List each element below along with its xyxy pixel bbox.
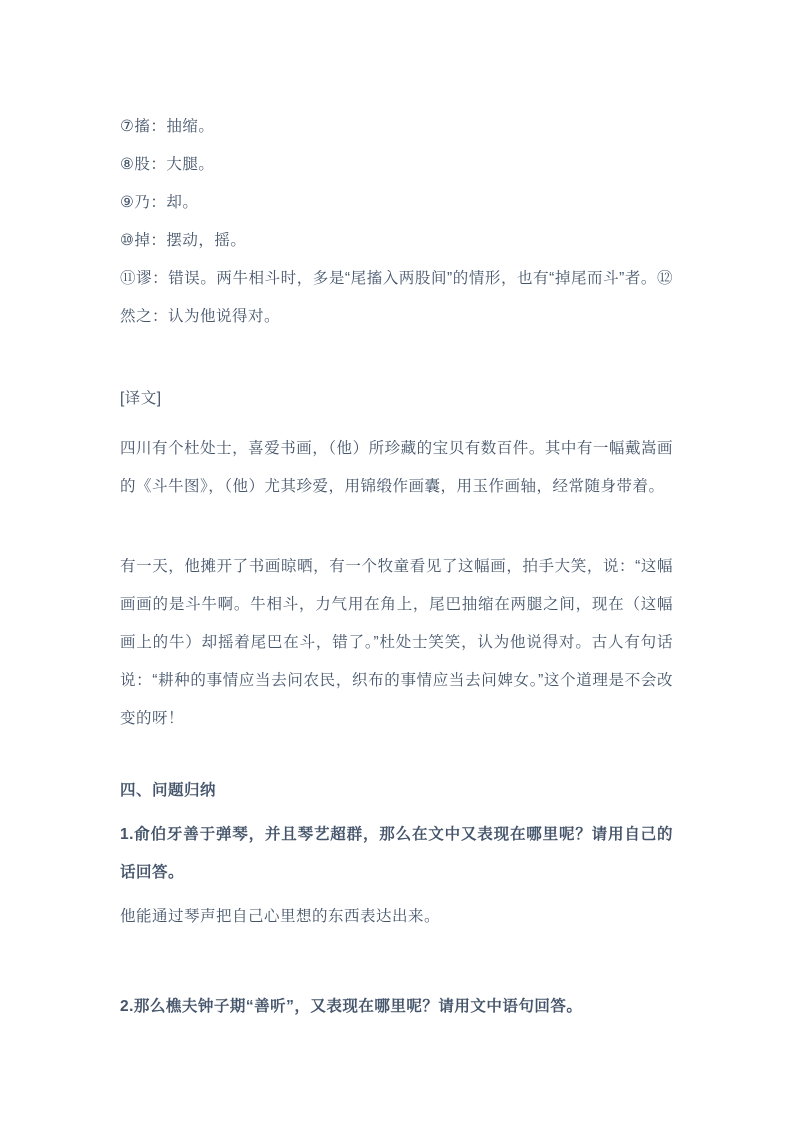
section-heading-questions: 四、问题归纳 bbox=[120, 782, 217, 799]
answer-1: 他能通过琴声把自己心里想的东西表达出来。 bbox=[120, 908, 441, 925]
annotation-note-8: ⑧股：大腿。 bbox=[120, 156, 215, 173]
annotation-note-11-12: ⑪谬：错误。两牛相斗时，多是“尾搐入两股间”的情形，也有“掉尾而斗”者。⑫然之：认为他说得对。 bbox=[120, 270, 673, 325]
annotation-note-10: ⑩掉：摆动，摇。 bbox=[120, 232, 247, 249]
translation-paragraph-2: 有一天，他摊开了书画晾晒，有一个牧童看见了这幅画，拍手大笑，说：“这幅画画的是斗牛啊。牛相斗，力气用在角上，尾巴抽缩在两腿之间，现在（这幅画上的牛）却摇着尾巴在斗，错了。”杜处士笑笑，认为他说得对。古人有句话说：“耕种的事情应当去问农民，织布的事情应当去问婢女。”这个道理是不会改变的呀！ bbox=[120, 558, 673, 727]
question-2: 2.那么樵夫钟子期“善听”，又表现在哪里呢？请用文中语句回答。 bbox=[120, 998, 583, 1015]
translation-paragraph-1: 四川有个杜处士，喜爱书画，（他）所珍藏的宝贝有数百件。其中有一幅戴嵩画的《斗牛图》，（他）尤其珍爱，用锦缎作画囊，用玉作画轴，经常随身带着。 bbox=[120, 440, 673, 495]
annotation-note-7: ⑦搐：抽缩。 bbox=[120, 118, 215, 135]
annotation-note-9: ⑨乃：却。 bbox=[120, 194, 199, 211]
question-1: 1.俞伯牙善于弹琴，并且琴艺超群，那么在文中又表现在哪里呢？请用自己的话回答。 bbox=[120, 826, 673, 881]
translation-label: [译文] bbox=[120, 390, 162, 407]
